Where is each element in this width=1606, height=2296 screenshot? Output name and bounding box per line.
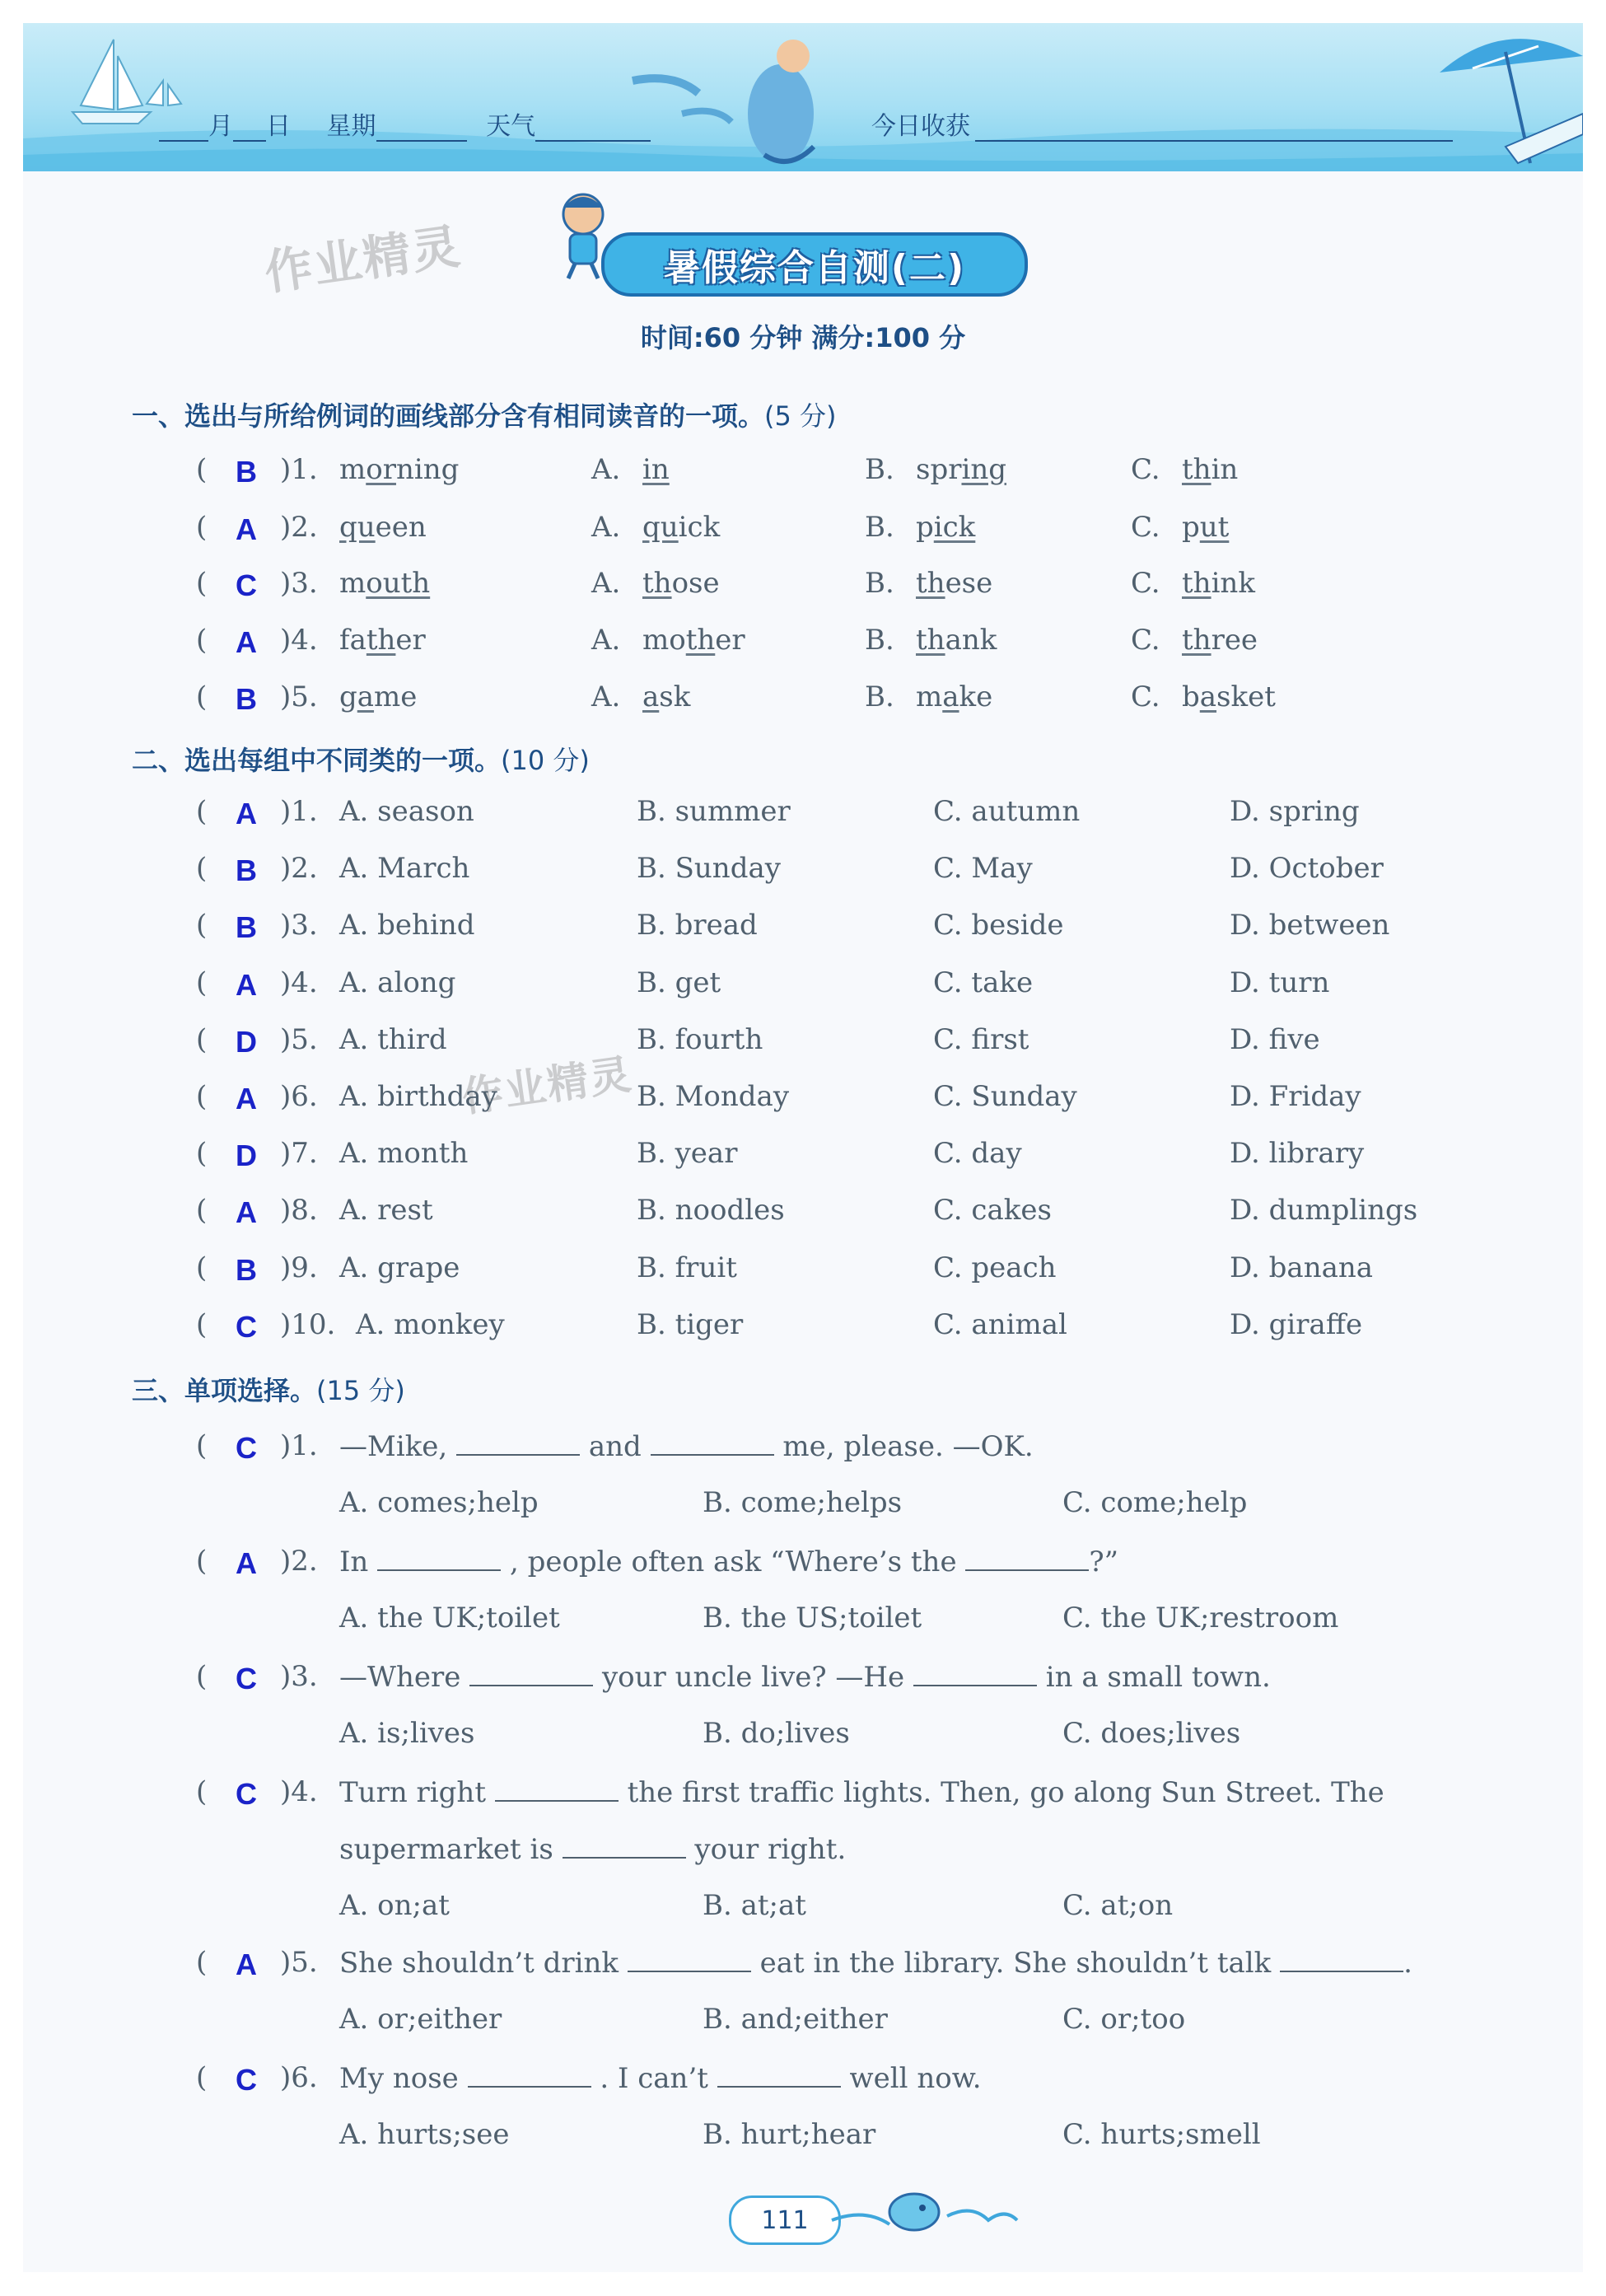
s2-q5-paren-open: ( [196, 1022, 208, 1056]
s2-q2-answer[interactable]: B [236, 853, 257, 888]
s1-q1-paren-open: ( [196, 453, 208, 486]
s1-q1-option-c: thin [1182, 453, 1239, 486]
s3-q1-option-c[interactable]: C. come;help [1062, 1486, 1248, 1519]
s3-q1-answer[interactable]: C [236, 1431, 257, 1465]
s3-q4-paren-open: ( [196, 1775, 208, 1808]
month-blank[interactable] [159, 115, 208, 142]
s3-q6-question: My nose . I can’t well now. [339, 2062, 982, 2095]
s2-q7-paren-open: ( [196, 1137, 208, 1171]
answer-blank[interactable] [965, 1545, 1089, 1571]
s2-q3-option-b[interactable]: B. bread [637, 909, 758, 942]
s1-q2-answer[interactable]: A [236, 512, 257, 546]
s2-q4-paren-open: ( [196, 966, 208, 999]
s1-q3-answer[interactable]: C [236, 568, 257, 602]
s3-q5-question: She shouldn’t drink eat in the library. She shouldn’t talk . [339, 1947, 1412, 1980]
s3-q2-option-b[interactable]: B. the US;toilet [703, 1602, 922, 1634]
s2-q1-option-b[interactable]: B. summer [637, 795, 791, 828]
s2-q6-option-d[interactable]: D. Friday [1230, 1080, 1361, 1113]
s3-q5-number: )5. [280, 1946, 318, 1979]
date-line [159, 105, 651, 142]
s2-q8-option-d[interactable]: D. dumplings [1230, 1194, 1418, 1227]
answer-blank[interactable] [469, 1660, 593, 1686]
s2-q9-number: )9. [280, 1251, 318, 1284]
s2-q10-option-b[interactable]: B. tiger [637, 1307, 744, 1341]
s2-q8-option-c[interactable]: C. cakes [933, 1194, 1052, 1227]
s2-q4-option-a[interactable]: A. along [339, 966, 456, 999]
watermark-center: 作业精灵 [459, 1050, 636, 1122]
s2-q10-answer[interactable]: C [236, 1309, 257, 1344]
s1-q5-answer[interactable]: B [236, 682, 257, 716]
s1-q2-option-a: quick [642, 511, 721, 544]
s2-q4-option-c[interactable]: C. take [933, 966, 1034, 999]
time-info: 时间:60 分钟 满分:100 分 [640, 322, 966, 353]
s2-q3-number: )3. [280, 909, 318, 942]
s2-q5-answer[interactable]: D [236, 1024, 257, 1059]
s1-q4-option-a: mother [642, 624, 745, 657]
s1-q2-option-b: pick [916, 511, 976, 544]
s2-q7-number: )7. [280, 1137, 318, 1171]
s3-q4-number: )4. [280, 1775, 318, 1808]
s2-q2-option-d[interactable]: D. October [1230, 852, 1384, 886]
s2-q7-option-c[interactable]: C. day [933, 1137, 1022, 1171]
s2-q3-answer[interactable]: B [236, 910, 257, 945]
s1-q3-word: mouth [339, 567, 431, 600]
harvest-label: 今日收获 [871, 112, 970, 141]
s2-q5-number: )5. [280, 1022, 318, 1056]
s1-q2-option-c: put [1182, 511, 1230, 544]
dolphin-rider-icon [633, 40, 814, 163]
s3-q1-option-a[interactable]: A. comes;help [339, 1486, 539, 1519]
s1-q5-option-b-letter: B. [865, 680, 894, 713]
s1-q5-option-c: basket [1182, 680, 1276, 713]
s3-q1-option-b[interactable]: B. come;helps [703, 1486, 903, 1519]
s1-q4-number: )4. [280, 624, 318, 657]
s2-q6-option-a[interactable]: A. birthday [339, 1080, 497, 1113]
s1-q2-word: queen [339, 511, 427, 544]
s2-q8-option-a[interactable]: A. rest [339, 1194, 433, 1227]
s2-q8-number: )8. [280, 1194, 318, 1227]
s3-q2-answer[interactable]: A [236, 1546, 257, 1580]
s1-q4-answer[interactable]: A [236, 625, 257, 659]
s3-q5-option-b[interactable]: B. and;either [703, 2003, 888, 2036]
s1-q5-number: )5. [280, 680, 318, 713]
s3-q1-number: )1. [280, 1429, 318, 1462]
s3-q2-option-c[interactable]: C. the UK;restroom [1062, 1602, 1339, 1634]
s1-q1-option-c-letter: C. [1131, 453, 1160, 486]
s3-q2-number: )2. [280, 1545, 318, 1578]
answer-blank[interactable] [468, 2061, 591, 2088]
s2-q2-option-c[interactable]: C. May [933, 852, 1033, 886]
s3-q2-paren-open: ( [196, 1545, 208, 1578]
section-2-heading: 二、选出每组中不同类的一项。(10 分) [132, 745, 590, 776]
s1-q1-number: )1. [280, 453, 318, 486]
s3-q3-number: )3. [280, 1660, 318, 1693]
section-3-heading: 三、单项选择。(15 分) [132, 1375, 405, 1406]
s2-q5-option-c[interactable]: C. first [933, 1022, 1029, 1056]
s3-q3-option-a[interactable]: A. is;lives [339, 1717, 475, 1750]
s2-q4-number: )4. [280, 966, 318, 999]
s2-q6-option-c[interactable]: C. Sunday [933, 1080, 1077, 1113]
s1-q5-paren-open: ( [196, 680, 208, 713]
s2-q5-option-d[interactable]: D. five [1230, 1022, 1320, 1056]
s1-q3-option-a-letter: A. [591, 567, 621, 600]
s2-q10-option-c[interactable]: C. animal [933, 1307, 1067, 1341]
s3-q6-option-b[interactable]: B. hurt;hear [703, 2118, 876, 2151]
s1-q3-option-a: those [642, 567, 720, 600]
s2-q1-paren-open: ( [196, 795, 208, 828]
s3-q6-option-c[interactable]: C. hurts;smell [1062, 2118, 1261, 2151]
s1-q5-option-a: ask [642, 680, 691, 713]
s2-q7-option-a[interactable]: A. month [339, 1137, 469, 1171]
test-title: 暑假综合自测(二) [601, 232, 1028, 297]
s2-q4-option-d[interactable]: D. turn [1230, 966, 1330, 999]
answer-blank[interactable] [913, 1660, 1037, 1686]
s1-q3-paren-open: ( [196, 567, 208, 600]
harvest-line [871, 105, 1453, 142]
s2-q6-option-b[interactable]: B. Monday [637, 1080, 790, 1113]
s3-q2-option-a[interactable]: A. the UK;toilet [339, 1602, 560, 1634]
s2-q1-option-a[interactable]: A. season [339, 795, 474, 828]
s2-q9-option-d[interactable]: D. banana [1230, 1251, 1374, 1284]
s2-q3-paren-open: ( [196, 909, 208, 942]
weekday-label: 星期 [326, 112, 376, 141]
answer-blank[interactable] [563, 1832, 686, 1859]
s2-q6-paren-open: ( [196, 1080, 208, 1113]
s1-q5-word: game [339, 680, 418, 713]
s1-q3-number: )3. [280, 567, 318, 600]
weather-blank[interactable] [535, 115, 651, 142]
answer-blank[interactable] [495, 1775, 619, 1802]
s1-q3-option-c-letter: C. [1131, 567, 1160, 600]
s1-q1-option-a-letter: A. [591, 453, 621, 486]
s2-q5-option-a[interactable]: A. third [339, 1022, 447, 1056]
answer-blank[interactable] [717, 2061, 841, 2088]
s2-q1-number: )1. [280, 795, 318, 828]
s1-q2-option-b-letter: B. [865, 511, 894, 544]
s2-q7-option-d[interactable]: D. library [1230, 1137, 1365, 1171]
month-label: 月 [208, 112, 233, 141]
s1-q1-answer[interactable]: B [236, 455, 257, 489]
s1-q5-option-c-letter: C. [1131, 680, 1160, 713]
answer-blank[interactable] [628, 1946, 751, 1972]
s3-q6-option-a[interactable]: A. hurts;see [339, 2118, 510, 2151]
s2-q3-option-c[interactable]: C. beside [933, 909, 1064, 942]
s3-q4-answer[interactable]: C [236, 1777, 257, 1811]
answer-blank[interactable] [651, 1429, 774, 1456]
s2-q9-option-c[interactable]: C. peach [933, 1251, 1057, 1284]
s2-q9-paren-open: ( [196, 1251, 208, 1284]
watermark: 作业精灵 [261, 217, 465, 302]
s3-q4-option-b[interactable]: B. at;at [703, 1889, 806, 1922]
s3-q5-option-c[interactable]: C. or;too [1062, 2003, 1186, 2036]
s1-q5-option-b: make [916, 680, 993, 713]
s1-q4-option-a-letter: A. [591, 624, 621, 657]
s2-q8-paren-open: ( [196, 1194, 208, 1227]
s3-q3-option-b[interactable]: B. do;lives [703, 1717, 850, 1750]
s2-q7-answer[interactable]: D [236, 1139, 257, 1173]
s3-q6-answer[interactable]: C [236, 2063, 257, 2097]
s2-q6-answer[interactable]: A [236, 1082, 257, 1115]
s3-q4-question-line2: supermarket is your right. [339, 1833, 847, 1866]
harvest-blank[interactable] [975, 115, 1453, 142]
s1-q4-option-c-letter: C. [1131, 624, 1160, 657]
section-1-heading: 一、选出与所给例词的画线部分含有相同读音的一项。(5 分) [132, 400, 837, 432]
s2-q2-option-a[interactable]: A. March [339, 852, 470, 886]
s2-q9-option-b[interactable]: B. fruit [637, 1251, 737, 1284]
s1-q4-paren-open: ( [196, 624, 208, 657]
s3-q3-option-c[interactable]: C. does;lives [1062, 1717, 1241, 1750]
s3-q5-paren-open: ( [196, 1946, 208, 1979]
s1-q1-word: morning [339, 453, 460, 486]
s1-q2-option-c-letter: C. [1131, 511, 1160, 544]
s3-q6-number: )6. [280, 2061, 318, 2094]
s2-q10-option-a[interactable]: A. monkey [356, 1307, 505, 1341]
s3-q4-option-a[interactable]: A. on;at [339, 1889, 450, 1922]
s1-q4-word: father [339, 624, 426, 657]
s3-q6-paren-open: ( [196, 2061, 208, 2094]
s2-q9-answer[interactable]: B [236, 1252, 257, 1287]
s3-q1-paren-open: ( [196, 1429, 208, 1462]
day-blank[interactable] [233, 115, 266, 142]
s3-q1-question: —Mike, and me, please. —OK. [339, 1430, 1034, 1463]
s1-q1-option-b-letter: B. [865, 453, 894, 486]
s3-q3-paren-open: ( [196, 1660, 208, 1693]
page-number: 111 [729, 2195, 841, 2245]
s3-q3-answer[interactable]: C [236, 1662, 257, 1695]
s2-q9-option-a[interactable]: A. grape [339, 1251, 460, 1284]
s3-q4-question: Turn right the first traffic lights. Then, go along Sun Street. The [339, 1776, 1384, 1809]
answer-blank[interactable] [456, 1429, 580, 1456]
s2-q7-option-b[interactable]: B. year [637, 1137, 738, 1171]
s1-q5-option-a-letter: A. [591, 680, 621, 713]
s1-q2-option-a-letter: A. [591, 511, 621, 544]
s2-q2-number: )2. [280, 852, 318, 886]
s1-q4-option-b: thank [916, 624, 997, 657]
s2-q3-option-d[interactable]: D. between [1230, 909, 1390, 942]
s1-q3-option-c: think [1182, 567, 1255, 600]
answer-blank[interactable] [377, 1545, 501, 1571]
s3-q5-answer[interactable]: A [236, 1948, 257, 1981]
s1-q2-number: )2. [280, 511, 318, 544]
s2-q1-option-c[interactable]: C. autumn [933, 795, 1081, 828]
s2-q6-number: )6. [280, 1080, 318, 1113]
s2-q8-answer[interactable]: A [236, 1195, 257, 1230]
s2-q10-option-d[interactable]: D. giraffe [1230, 1307, 1363, 1341]
s2-q5-option-b[interactable]: B. fourth [637, 1022, 763, 1056]
beach-illustration [23, 23, 1583, 171]
s3-q4-option-c[interactable]: C. at;on [1062, 1889, 1174, 1922]
weekday-blank[interactable] [376, 115, 467, 142]
footer-fish-icon [824, 2175, 1021, 2249]
s1-q3-option-b: these [916, 567, 993, 600]
s2-q1-answer[interactable]: A [236, 797, 257, 830]
s2-q4-option-b[interactable]: B. get [637, 966, 721, 999]
s3-q3-question: —Where your uncle live? —He in a small town. [339, 1661, 1271, 1694]
s1-q3-option-b-letter: B. [865, 567, 894, 600]
answer-blank[interactable] [1280, 1946, 1403, 1972]
header-banner [23, 23, 1583, 171]
s2-q8-option-b[interactable]: B. noodles [637, 1194, 785, 1227]
s3-q5-option-a[interactable]: A. or;either [339, 2003, 502, 2036]
s1-q4-option-b-letter: B. [865, 624, 894, 657]
s2-q10-paren-open: ( [196, 1307, 208, 1341]
s2-q2-option-b[interactable]: B. Sunday [637, 852, 781, 886]
weather-label: 天气 [486, 112, 536, 141]
s2-q3-option-a[interactable]: A. behind [339, 909, 475, 942]
s2-q4-answer[interactable]: A [236, 967, 257, 1002]
s1-q2-paren-open: ( [196, 511, 208, 544]
s1-q4-option-c: three [1182, 624, 1258, 657]
s1-q1-option-b: spring [916, 453, 1007, 486]
s2-q2-paren-open: ( [196, 852, 208, 886]
s2-q10-number: )10. [280, 1307, 336, 1341]
s2-q1-option-d[interactable]: D. spring [1230, 795, 1360, 828]
s1-q1-option-a: in [642, 453, 670, 486]
s3-q2-question: In , people often ask “Where’s the ?” [339, 1545, 1119, 1578]
day-label: 日 [266, 112, 291, 141]
